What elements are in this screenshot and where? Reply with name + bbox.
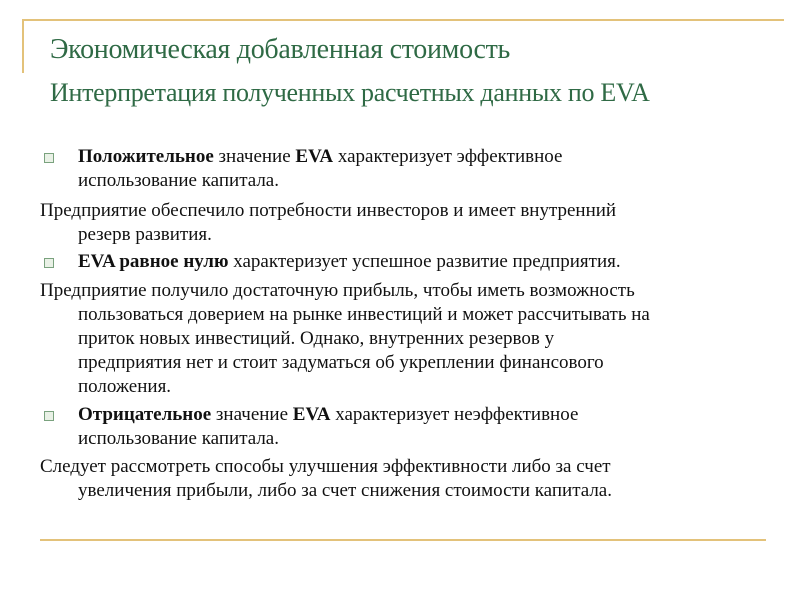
paragraph-text-line [78, 376, 171, 398]
bullet-icon [44, 153, 54, 163]
bold-term: EVA [295, 146, 334, 167]
text-run: характеризует эффективное [333, 146, 563, 167]
paragraph-text-line [40, 200, 616, 222]
text-run: Предприятие обеспечило потребности инвесторов и имеет внутренний [40, 200, 617, 221]
text-run: положения. [78, 376, 172, 397]
paragraph-text-line [78, 352, 604, 374]
bold-term: Отрицательное [78, 404, 212, 425]
bullet-icon [44, 411, 54, 421]
bullet-icon [44, 258, 54, 268]
slide-title: Экономическая добавленная стоимость [50, 34, 511, 65]
text-run: резерв развития. [78, 224, 212, 245]
bullet-text-line [78, 170, 279, 192]
paragraph-text-line [78, 224, 212, 246]
text-run: использование капитала. [78, 428, 279, 449]
left-rule [22, 19, 24, 73]
text-run: пользоваться доверием на рынке инвестиций и может рассчитывать на [78, 304, 650, 325]
bold-term: Положительное [78, 146, 214, 167]
bold-term: EVA равное нулю [78, 251, 229, 272]
text-run: значение [213, 146, 296, 167]
paragraph-text-line [40, 456, 611, 478]
paragraph-text-line [40, 280, 635, 302]
slide-subtitle: Интерпретация полученных расчетных данных по EVA [50, 78, 650, 107]
text-run: использование капитала. [78, 170, 279, 191]
top-rule [22, 19, 784, 21]
text-run: приток новых инвестиций. Однако, внутренних резервов у [78, 328, 555, 349]
text-run: значение [211, 404, 293, 425]
text-run: характеризует неэффективное [330, 404, 579, 425]
paragraph-text-line [78, 480, 612, 502]
paragraph-text-line [78, 304, 650, 326]
text-run: характеризует успешное развитие предприятия. [228, 251, 621, 272]
text-run: увеличения прибыли, либо за счет снижения стоимости капитала. [78, 480, 612, 501]
paragraph-text-line [78, 328, 554, 350]
text-run: предприятия нет и стоит задуматься об укреплении финансового [78, 352, 604, 373]
bold-term: EVA [292, 404, 331, 425]
bullet-text-line [78, 251, 621, 273]
bullet-text-line [78, 428, 279, 450]
bullet-text-line [78, 146, 562, 168]
bullet-text-line [78, 404, 578, 426]
text-run: Следует рассмотреть способы улучшения эффективности либо за счет [40, 456, 611, 477]
bottom-rule [40, 539, 766, 541]
text-run: Предприятие получило достаточную прибыль, чтобы иметь возможность [40, 280, 635, 301]
